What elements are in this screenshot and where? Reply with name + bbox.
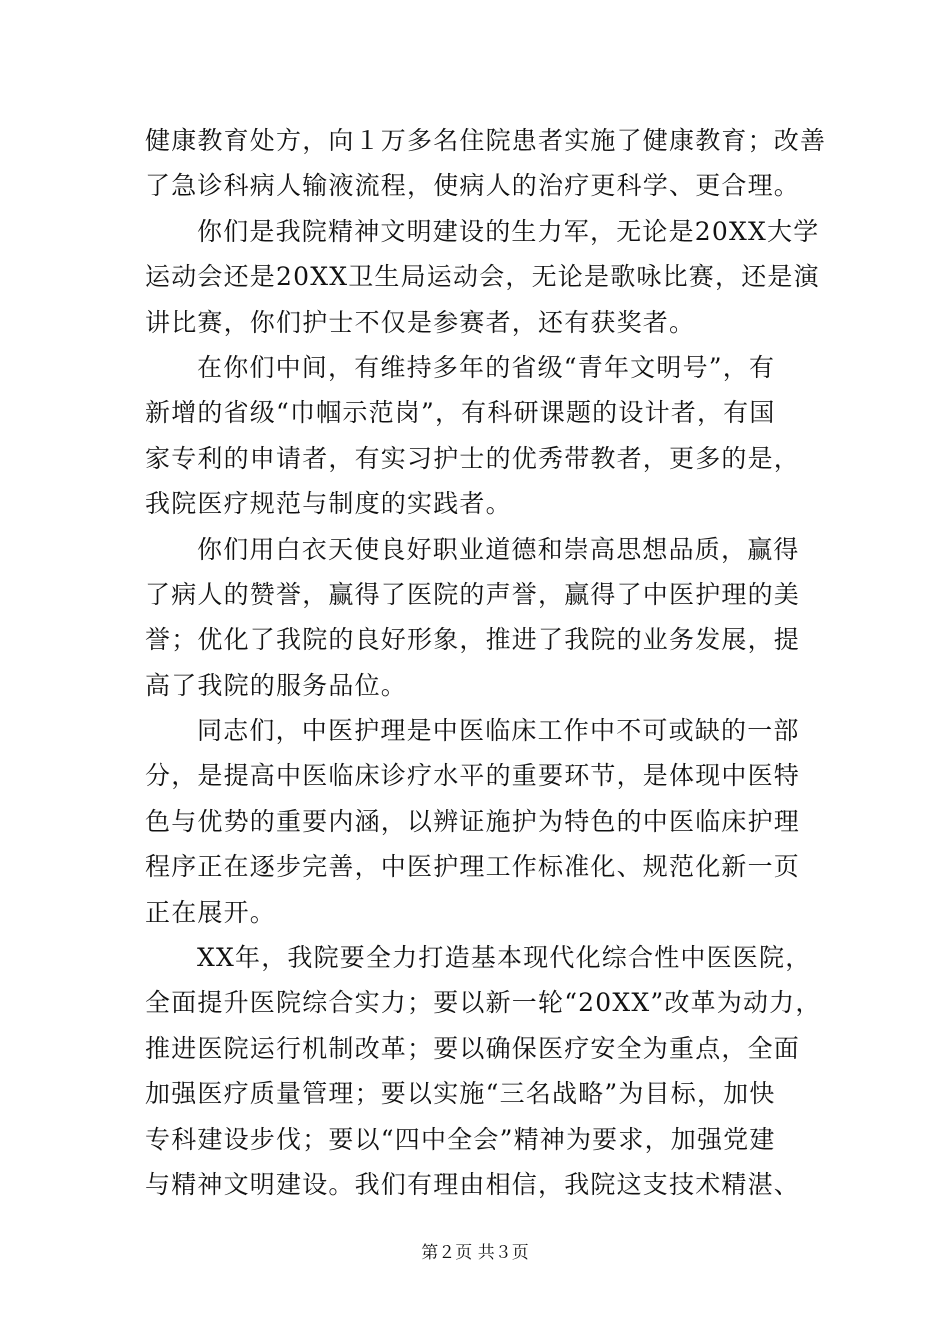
body-text	[145, 118, 827, 1207]
text-line: 了急诊科病人输液流程，使病人的治疗更科学、更合理。	[145, 171, 801, 201]
text-line: 健康教育处方，向１万多名住院患者实施了健康教育；改善	[145, 126, 827, 155]
text-line: 在你们中间，有维持多年的省级“青年文明号”，有	[197, 352, 776, 382]
text-line: 加强医疗质量管理；要以实施“三名战略”为目标，加快	[145, 1079, 776, 1109]
text-line: 分，是提高中医临床诊疗水平的重要环节，是体现中医特	[145, 761, 801, 791]
text-line: 正在展开。	[145, 897, 277, 927]
text-line: 程序正在逐步完善，中医护理工作标准化、规范化新一页	[145, 852, 801, 882]
text-line: 专科建设步伐；要以“四中全会”精神为要求，加强党建	[145, 1124, 776, 1154]
text-line: XX年，我院要全力打造基本现代化综合性中医医院，	[197, 943, 812, 973]
text-line: 全面提升医院综合实力；要以新一轮“20XX”改革为动力，	[145, 988, 822, 1018]
text-line: 你们是我院精神文明建设的生力军，无论是20XX大学	[197, 216, 820, 246]
page-number-footer: 第２页 共３页	[421, 1243, 529, 1263]
text-line: 高了我院的服务品位。	[145, 670, 408, 700]
text-line: 讲比赛，你们护士不仅是参赛者，还有获奖者。	[145, 307, 696, 337]
text-line: 你们用白衣天使良好职业道德和崇高思想品质，赢得	[197, 534, 800, 564]
text-line: 色与优势的重要内涵，以辨证施护为特色的中医临床护理	[145, 806, 801, 836]
text-line: 新增的省级“巾帼示范岗”，有科研课题的设计者，有国	[145, 398, 776, 428]
text-line: 我院医疗规范与制度的实践者。	[145, 489, 512, 519]
text-line: 同志们，中医护理是中医临床工作中不可或缺的一部	[197, 716, 800, 746]
text-line: 推进医院运行机制改革；要以确保医疗安全为重点，全面	[145, 1033, 801, 1063]
text-line: 誉；优化了我院的良好形象，推进了我院的业务发展，提	[145, 625, 801, 655]
text-line: 了病人的赞誉，赢得了医院的声誉，赢得了中医护理的美	[145, 579, 801, 609]
text-line: 家专利的申请者，有实习护士的优秀带教者，更多的是，	[145, 443, 801, 473]
text-line: 与精神文明建设。我们有理由相信，我院这支技术精湛、	[145, 1169, 801, 1199]
text-line: 运动会还是20XX卫生局运动会，无论是歌咏比赛，还是演	[145, 262, 820, 292]
